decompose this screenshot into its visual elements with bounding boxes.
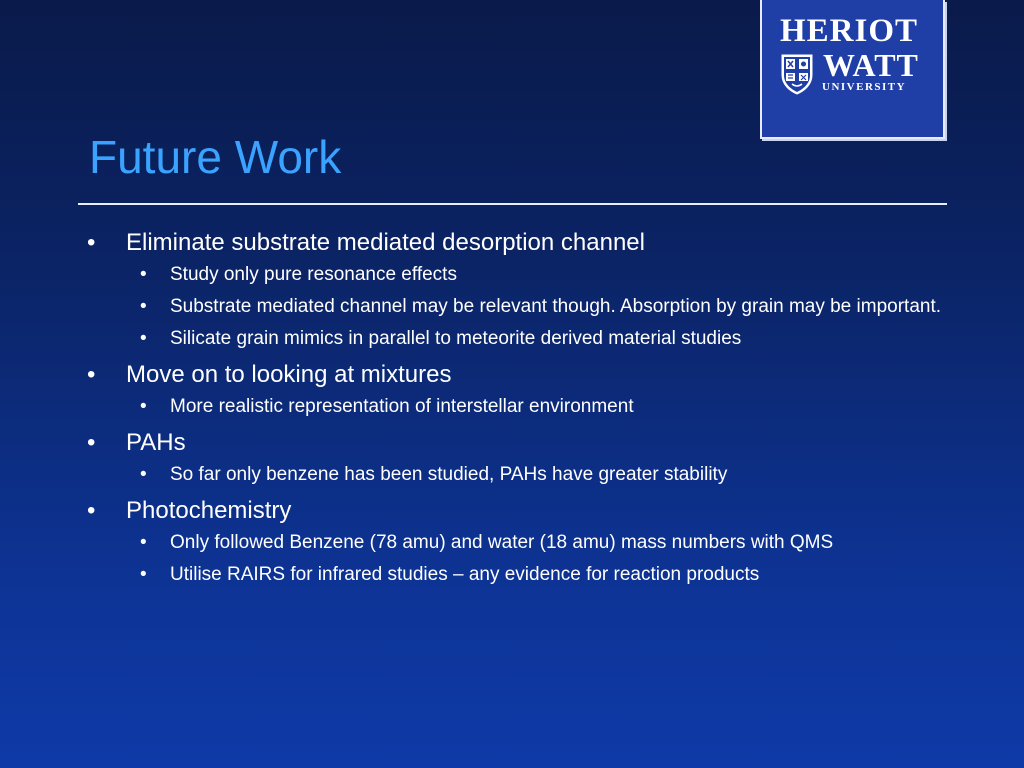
sub-bullet-text: Only followed Benzene (78 amu) and water (18 amu) mass numbers with QMS bbox=[170, 532, 834, 553]
logo-text-line1: HERIOT bbox=[780, 13, 919, 49]
sub-bullet-item bbox=[85, 262, 945, 288]
logo-text-line3: UNIVERSITY bbox=[822, 81, 907, 93]
university-logo bbox=[760, 0, 945, 139]
sub-bullet-text: Study only pure resonance effects bbox=[170, 264, 457, 285]
bullet-text: Eliminate substrate mediated desorption channel bbox=[126, 229, 645, 256]
sub-bullet-marker: • bbox=[140, 464, 147, 485]
slide-title: Future Work bbox=[89, 131, 342, 183]
sub-bullet-item bbox=[85, 462, 945, 488]
bullet-text: Photochemistry bbox=[126, 497, 292, 524]
sub-bullet-text: So far only benzene has been studied, PAHs have greater stability bbox=[170, 464, 728, 485]
bullet-item bbox=[85, 428, 945, 458]
bullet-marker: • bbox=[87, 429, 96, 456]
crest-icon bbox=[780, 53, 814, 95]
sub-bullet-text: Utilise RAIRS for infrared studies – any evidence for reaction products bbox=[170, 564, 760, 585]
bullet-item bbox=[85, 228, 945, 258]
bullet-marker: • bbox=[87, 497, 96, 524]
sub-bullet-text: Substrate mediated channel may be relevant though. Absorption by grain may be important. bbox=[170, 296, 942, 317]
sub-bullet-item bbox=[85, 530, 945, 556]
sub-bullet-item bbox=[85, 294, 945, 320]
bullet-text: Move on to looking at mixtures bbox=[126, 361, 452, 388]
bullet-item bbox=[85, 496, 945, 526]
sub-bullet-item bbox=[85, 562, 945, 588]
bullet-item bbox=[85, 360, 945, 390]
sub-bullet-marker: • bbox=[140, 264, 147, 285]
sub-bullet-marker: • bbox=[140, 532, 147, 553]
sub-bullet-text: More realistic representation of interstellar environment bbox=[170, 396, 634, 417]
sub-bullet-marker: • bbox=[140, 564, 147, 585]
sub-bullet-marker: • bbox=[140, 328, 147, 349]
bullet-text: PAHs bbox=[126, 429, 186, 456]
title-divider bbox=[78, 203, 947, 205]
logo-text-line2: WATT bbox=[823, 47, 919, 83]
sub-bullet-item bbox=[85, 326, 945, 352]
sub-bullet-text: Silicate grain mimics in parallel to meteorite derived material studies bbox=[170, 328, 742, 349]
sub-bullet-item bbox=[85, 394, 945, 420]
bullet-marker: • bbox=[87, 361, 96, 388]
bullet-marker: • bbox=[87, 229, 96, 256]
sub-bullet-marker: • bbox=[140, 396, 147, 417]
sub-bullet-marker: • bbox=[140, 296, 147, 317]
bullet-list bbox=[85, 228, 945, 588]
